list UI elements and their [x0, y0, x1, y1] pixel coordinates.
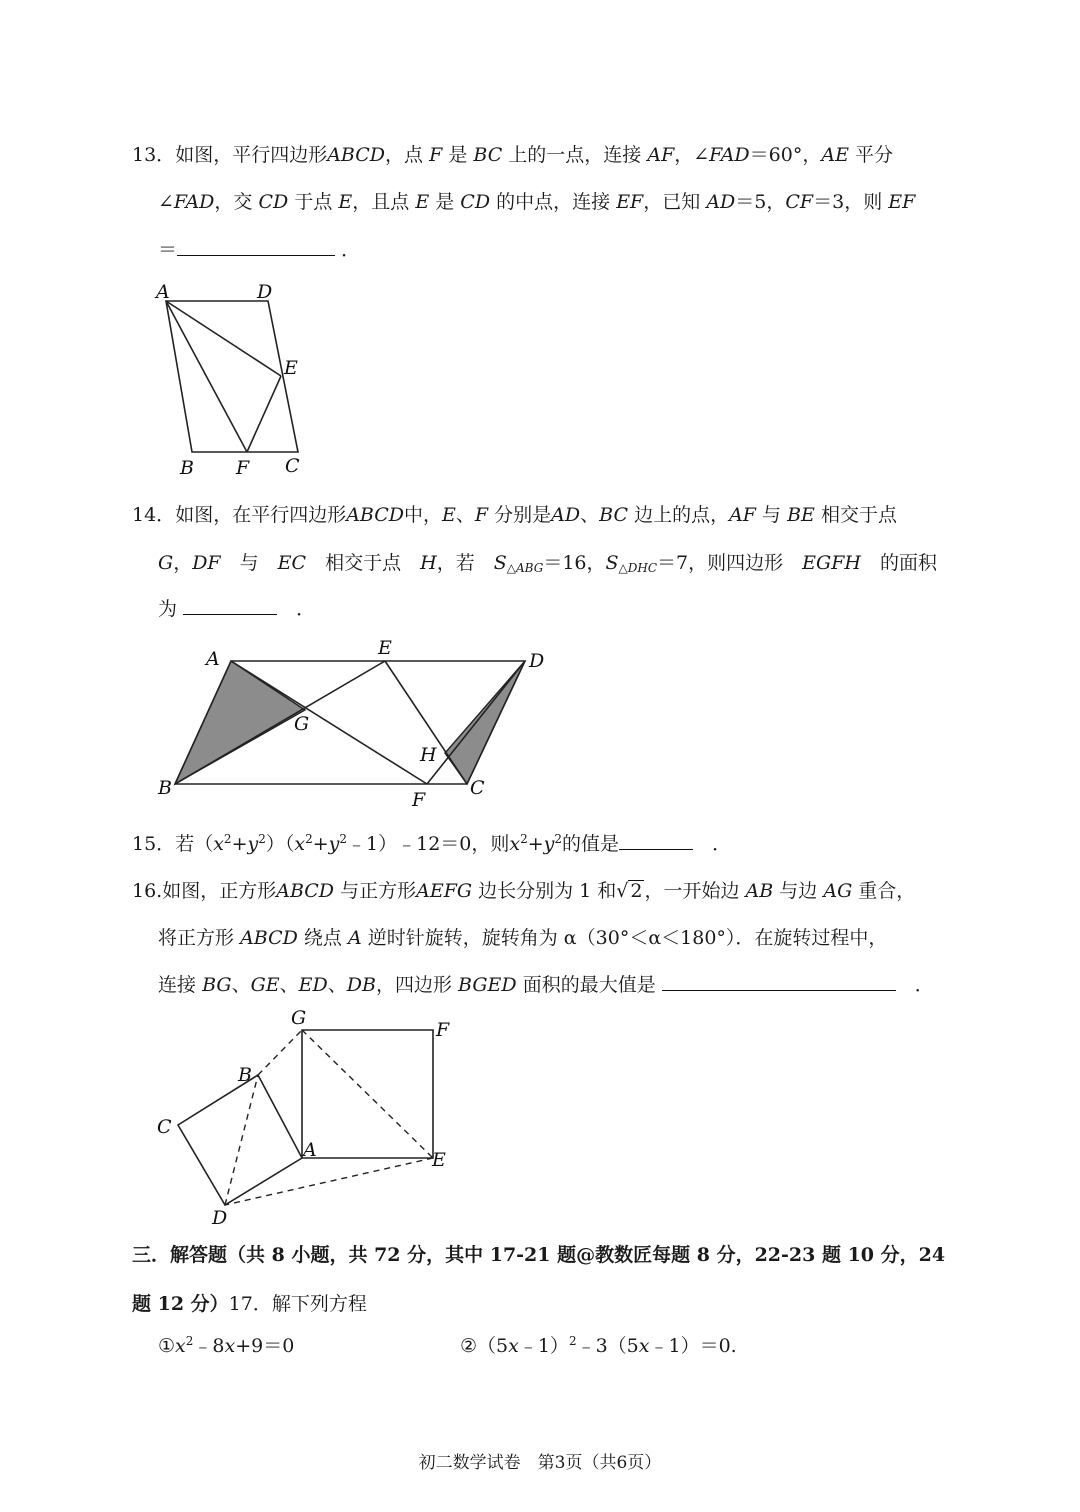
label-a: A: [206, 648, 220, 670]
label-e: E: [284, 357, 298, 379]
dashed-ed: [225, 1158, 433, 1205]
q17-part1: $①x^2﹣8x+9=0$: [158, 1334, 295, 1357]
page-footer: 初二数学试卷 第3页（共6页）: [418, 1453, 662, 1473]
section3-heading-line2: 题 12 分）17．解下列方程: [132, 1293, 367, 1315]
label-g: G: [294, 713, 310, 735]
q14-figure: [150, 640, 560, 815]
segment-ae: [166, 301, 281, 376]
dashed-ge: [302, 1030, 433, 1158]
q16-figure: [150, 1005, 470, 1230]
label-a: A: [303, 1139, 317, 1161]
q16-line3: 连接 BG、GE、ED、DB，四边形 BGED 面积的最大值是 ．: [158, 974, 934, 996]
q13-line1: 13．如图，平行四边形ABCD，点 F 是 BC 上的一点，连接 AF，∠FAD＝60°，AE 平分: [132, 144, 894, 166]
parallelogram-abcd: [166, 301, 298, 452]
q14-answer-blank[interactable]: [183, 598, 277, 615]
q15-answer-blank[interactable]: [619, 833, 693, 850]
q14-line2: G，DF 与 EC 相交于点 H，若 $S_{\triangle ABG}=16$，$S_{\triangle DHC}=7$，则四边形 EGFH 的面积: [158, 552, 937, 575]
q16-answer-blank[interactable]: [662, 974, 896, 991]
label-d: D: [257, 281, 273, 303]
label-e: E: [432, 1149, 446, 1171]
q13-line2: ∠FAD，交 CD 于点 E，且点 E 是 CD 的中点，连接 EF，已知 AD＝5，CF＝3，则 EF: [158, 191, 916, 213]
sqrt-symbol: √: [616, 880, 629, 902]
label-c: C: [285, 455, 300, 477]
label-b: B: [158, 777, 172, 799]
q13-figure: [150, 278, 320, 480]
segment-ef: [247, 376, 281, 452]
label-d: D: [529, 650, 545, 672]
q13-answer-blank[interactable]: [177, 239, 335, 256]
label-h: H: [420, 744, 437, 766]
label-b: B: [180, 457, 194, 479]
q15-line: 15．若$(x^2+y^2)(x^2+y^2﹣1)﹣12=0$，则$x^2+y^2$的值是 ．: [132, 832, 732, 855]
label-f: F: [436, 1019, 450, 1041]
label-a: A: [156, 281, 170, 303]
square-abcd: [178, 1075, 302, 1205]
dashed-db: [225, 1075, 258, 1205]
q16-line2: 将正方形 ABCD 绕点 A 逆时针旋转，旋转角为 α（30°＜α＜180°）．在旋转过程中，: [158, 927, 888, 949]
label-c: C: [470, 777, 485, 799]
q16-line1: 16.如图，正方形ABCD 与正方形AEFG 边长分别为 1 和√ 2 ，一开始边 AB 与边 AG 重合，: [132, 880, 916, 902]
label-e: E: [378, 640, 392, 659]
segment-af: [166, 301, 247, 452]
q13-line3: ＝ ．: [158, 239, 361, 261]
label-g: G: [291, 1007, 307, 1029]
label-c: C: [157, 1116, 172, 1138]
label-b: B: [238, 1064, 252, 1086]
q17-part2: ②（5x﹣1）$^2$﹣3（5x﹣1）＝0.: [460, 1334, 737, 1357]
shaded-triangle-abg: [175, 661, 305, 784]
q14-line3: 为 ．: [158, 598, 316, 620]
dashed-bg: [258, 1030, 302, 1075]
section3-heading-line1: 三．解答题（共 8 小题，共 72 分，其中 17-21 题@教数匠每题 8 分，22-23 题 10 分，24: [132, 1244, 946, 1266]
shaded-triangle-dhc: [445, 661, 525, 784]
q14-line1: 14．如图，在平行四边形ABCD中，E、F 分别是AD、BC 边上的点，AF 与 BE 相交于点: [132, 504, 897, 526]
label-f: F: [412, 789, 426, 811]
label-f: F: [236, 457, 250, 479]
label-d: D: [212, 1207, 228, 1229]
